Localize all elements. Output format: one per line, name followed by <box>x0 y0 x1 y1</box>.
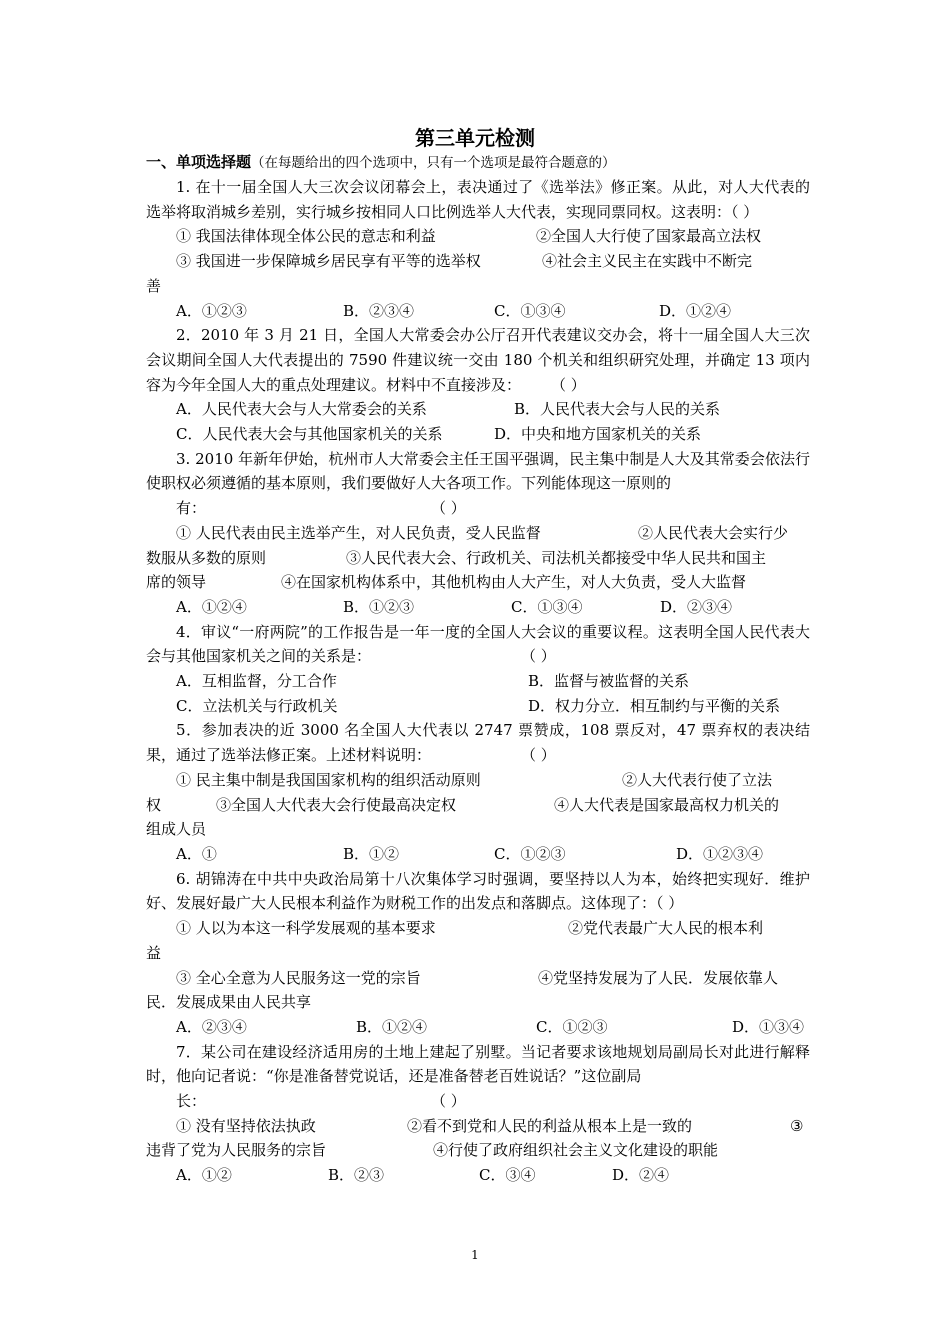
statement: ②全国人大行使了国家最高立法权 <box>536 227 762 246</box>
statement: ③全国人大代表大会行使最高决定权 <box>216 795 457 814</box>
option-b[interactable]: B．①②③ <box>343 597 415 616</box>
statement: ① 没有坚持依法执政 <box>176 1116 316 1135</box>
question-2-stem: 2．2010 年 3 月 21 日，全国人大常委会办公厅召开代表建议交办会，将十一届全国人大三次会议期间全国人大代表提出的 7590 件建议统一交由 180 个机关和组织研究处理，并确定 13 项内容为今年全国人大的重点处理建议。材料中不直接涉及： （ ） <box>146 326 810 394</box>
question-4-options-row2 <box>146 694 810 719</box>
statement: ③ 全心全意为人民服务这一党的宗旨 <box>176 968 421 987</box>
statement: ④人大代表是国家最高权力机关的 <box>554 795 780 814</box>
option-a[interactable]: A．互相监督，分工合作 <box>176 672 337 691</box>
question-5-statements-row1 <box>146 768 810 793</box>
option-b[interactable]: B．①② <box>343 844 400 863</box>
question-3-stem-end: 有： （ ） <box>176 499 466 518</box>
option-a[interactable]: A．① <box>176 844 217 863</box>
question-1-options <box>146 299 810 324</box>
statement-continuation: 席的领导 <box>146 573 207 592</box>
option-c[interactable]: C．③④ <box>479 1166 536 1185</box>
statement: ②看不到党和人民的利益从根本上是一致的 <box>407 1116 693 1135</box>
statement: ① 我国法律体现全体公民的意志和利益 <box>176 227 436 246</box>
statement-continuation: 民．发展成果由人民共享 <box>146 993 312 1012</box>
question-6-statements-row2 <box>146 966 810 991</box>
statement-continuation: 数服从多数的原则 <box>146 548 267 567</box>
question-7-stem-end: 长： （ ） <box>176 1092 466 1111</box>
section-note: （在每题给出的四个选项中，只有一个选项是最符合题意的） <box>251 155 616 171</box>
statement-continuation: 违背了党为人民服务的宗旨 <box>146 1141 327 1160</box>
section-heading <box>146 151 616 172</box>
option-a[interactable]: A．①②③ <box>176 301 247 320</box>
statement: ④社会主义民主在实践中不断完 <box>542 252 753 271</box>
question-3-statements-row3 <box>146 570 810 595</box>
option-d[interactable]: D．①②③④ <box>676 844 764 863</box>
option-d[interactable]: D．①②④ <box>659 301 732 320</box>
question-7-options <box>146 1163 810 1188</box>
option-b[interactable]: B．②③ <box>328 1166 385 1185</box>
question-4-options-row1 <box>146 669 810 694</box>
statement-continuation: 善 <box>146 276 162 295</box>
option-a[interactable]: A．人民代表大会与人大常委会的关系 <box>176 400 427 419</box>
statement: ③ <box>790 1116 804 1135</box>
question-2-options-row1 <box>146 397 810 422</box>
option-d[interactable]: D．①③④ <box>732 1017 805 1036</box>
question-7-statements-row1 <box>146 1114 810 1139</box>
statement: ① 民主集中制是我国国家机构的组织活动原则 <box>176 770 481 789</box>
option-c[interactable]: C．立法机关与行政机关 <box>176 696 338 715</box>
option-b[interactable]: B．②③④ <box>343 301 415 320</box>
option-b[interactable]: B．监督与被监督的关系 <box>528 672 690 691</box>
question-3-options <box>146 595 810 620</box>
question-6-options <box>146 1015 810 1040</box>
question-6-stem: 6. 胡锦涛在中共中央政治局第十八次集体学习时强调，要坚持以人为本，始终把实现好．维护好、发展好最广大人民根本利益作为财税工作的出发点和落脚点。这体现了：（ ） <box>146 869 810 913</box>
question-1-stem: 1. 在十一届全国人大三次会议闭幕会上，表决通过了《选举法》修正案。从此，对人大代表的选举将取消城乡差别，实行城乡按相同人口比例选举人大代表，实现同票同权。这表明：（ ） <box>146 178 810 221</box>
option-d[interactable]: D．②③④ <box>660 597 733 616</box>
option-a[interactable]: A．②③④ <box>176 1017 247 1036</box>
statement: ① 人以为本这一科学发展观的基本要求 <box>176 919 436 938</box>
statement: ③人民代表大会、行政机关、司法机关都接受中华人民共和国主 <box>346 548 767 567</box>
statement: ④行使了政府组织社会主义文化建设的职能 <box>433 1141 719 1160</box>
question-3-stem: 3. 2010 年新年伊始，杭州市人大常委会主任王国平强调，民主集中制是人大及其常委会依法行使职权必须遵循的基本原则，我们要做好人大各项工作。下列能体现这一原则的 <box>146 449 810 493</box>
question-7-statements-row2 <box>146 1138 810 1163</box>
statement: ③ 我国进一步保障城乡居民享有平等的选举权 <box>176 252 481 271</box>
option-b[interactable]: B．人民代表大会与人民的关系 <box>514 400 721 419</box>
option-d[interactable]: D．权力分立．相互制约与平衡的关系 <box>528 696 781 715</box>
question-5-stem: 5．参加表决的近 3000 名全国人大代表以 2747 票赞成，108 票反对，47 票弃权的表决结果，通过了选举法修正案。上述材料说明： （ ） <box>146 721 810 765</box>
statement: ① 人民代表由民主选举产生，对人民负责，受人民监督 <box>176 523 541 542</box>
statement: ②党代表最广大人民的根本利 <box>568 919 764 938</box>
section-label: 一、单项选择题 <box>146 153 252 171</box>
statement: ②人大代表行使了立法 <box>622 770 773 789</box>
option-c[interactable]: C．人民代表大会与其他国家机关的关系 <box>176 425 443 444</box>
question-7-stem: 7．某公司在建设经济适用房的土地上建起了别墅。当记者要求该地规划局副局长对此进行解释时，他向记者说：“你是准备替党说话，还是准备替老百姓说话？”这位副局 <box>146 1042 810 1086</box>
option-d[interactable]: D．中央和地方国家机关的关系 <box>494 425 702 444</box>
question-2-options-row2 <box>146 422 810 447</box>
statement: ④在国家机构体系中，其他机构由人大产生，对人大负责，受人大监督 <box>281 573 747 592</box>
option-a[interactable]: A．①② <box>176 1166 232 1185</box>
option-c[interactable]: C．①③④ <box>511 597 583 616</box>
statement: ④党坚持发展为了人民．发展依靠人 <box>538 968 779 987</box>
question-5-options <box>146 842 810 867</box>
question-3-statements-row1 <box>146 521 810 546</box>
option-c[interactable]: C．①②③ <box>494 844 566 863</box>
page-number: 1 <box>471 1248 479 1262</box>
option-c[interactable]: C．①②③ <box>536 1017 608 1036</box>
question-list <box>146 175 810 1188</box>
option-c[interactable]: C．①③④ <box>494 301 566 320</box>
question-1-statements-row1 <box>146 224 810 249</box>
statement: ②人民代表大会实行少 <box>638 523 789 542</box>
question-6-statements-row1 <box>146 916 810 941</box>
option-d[interactable]: D．②④ <box>612 1166 670 1185</box>
statement-continuation: 权 <box>146 795 162 814</box>
page-title: 第三单元检测 <box>415 126 535 150</box>
statement-continuation: 益 <box>146 943 162 962</box>
question-3-statements-row2 <box>146 546 810 571</box>
question-1-statements-row2 <box>146 249 810 274</box>
option-b[interactable]: B．①②④ <box>356 1017 428 1036</box>
question-5-statements-row2 <box>146 793 810 818</box>
option-a[interactable]: A．①②④ <box>176 597 247 616</box>
statement-continuation: 组成人员 <box>146 820 207 839</box>
question-4-stem: 4．审议“一府两院”的工作报告是一年一度的全国人大会议的重要议程。这表明全国人民代表大会与其他国家机关之间的关系是： （ ） <box>146 622 810 666</box>
